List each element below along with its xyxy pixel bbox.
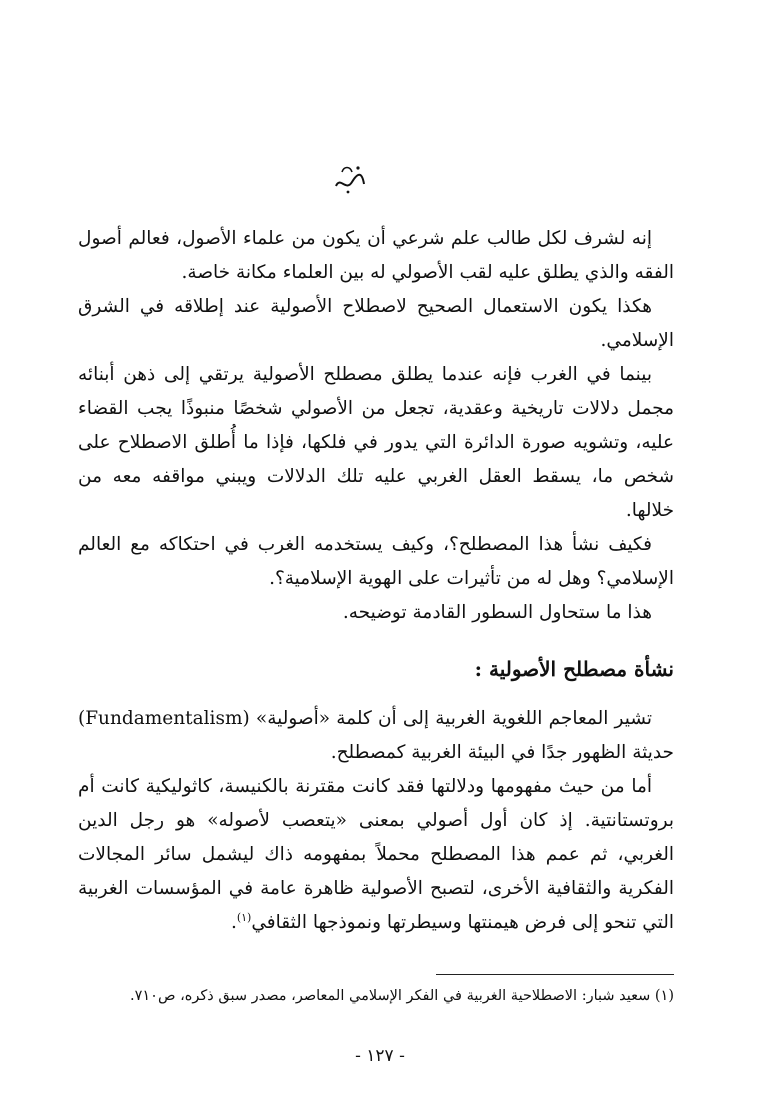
paragraph-7-end: . [230,912,237,933]
footnote-divider [436,974,674,975]
paragraph-1: إنه لشرف لكل طالب علم شرعي أن يكون من علماء الأصول، فعالم أصول الفقه والذي يطلق عليه لقب الأصولي له بين العلماء مكانة خاصة. [78,228,674,283]
paragraph-3: بينما في الغرب فإنه عندما يطلق مصطلح الأصولية يرتقي إلى ذهن أبنائه مجمل دلالات تاريخية وعقدية، تجعل من الأصولي شخصًا منبوذًا يجب القضاء عليه، وتشويه صورة الدائرة التي يدور في فلكها، فإذا ما أُطلق الاصطلاح على شخص ما، يسقط العقل الغربي عليه تلك الدلالات ويبني مواقفه معه من خلالها. [78,364,674,521]
page-number: - ١٢٧ - [355,1046,405,1066]
paragraph-5: هذا ما ستحاول السطور القادمة توضيحه. [342,602,652,623]
paragraph-7 [78,770,674,940]
footnote-reference[interactable]: (١) [236,910,252,924]
paragraph-7-text: أما من حيث مفهومها ودلالتها فقد كانت مقترنة بالكنيسة، كاثوليكية كانت أم بروتستانتية. إذ كان أول أصولي بمعنى «يتعصب لأصوله» هو رجل الدين الغربي، ثم عمم هذا المصطلح محملاً بمفهومه ذاك ليشمل سائر المجالات الفكرية والثقافية الأخرى، لتصبح الأصولية ظاهرة عامة في المؤسسات الغربية التي تنحو إلى فرض هيمنتها وسيطرتها ونموذجها الثقافي [78,776,674,933]
paragraph-4: فكيف نشأ هذا المصطلح؟، وكيف يستخدمه الغرب في احتكاكه مع العالم الإسلامي؟ وهل له من تأثيرات على الهوية الإسلامية؟. [78,534,674,589]
paragraph-6: تشير المعاجم اللغوية الغربية إلى أن كلمة «أصولية» (Fundamentalism) حديثة الظهور جدًا في البيئة الغربية كمصطلح. [78,708,674,763]
body-text [78,222,674,940]
paragraph-2: هكذا يكون الاستعمال الصحيح لاصطلاح الأصولية عند إطلاقه في الشرق الإسلامي. [78,296,674,351]
calligraphic-heading [330,158,370,198]
section-title: نشأة مصطلح الأصولية : [474,657,674,681]
footnote: (١) سعيد شبار: الاصطلاحية الغربية في الفكر الإسلامي المعاصر، مصدر سبق ذكره، ص٧١٠. [129,988,674,1004]
